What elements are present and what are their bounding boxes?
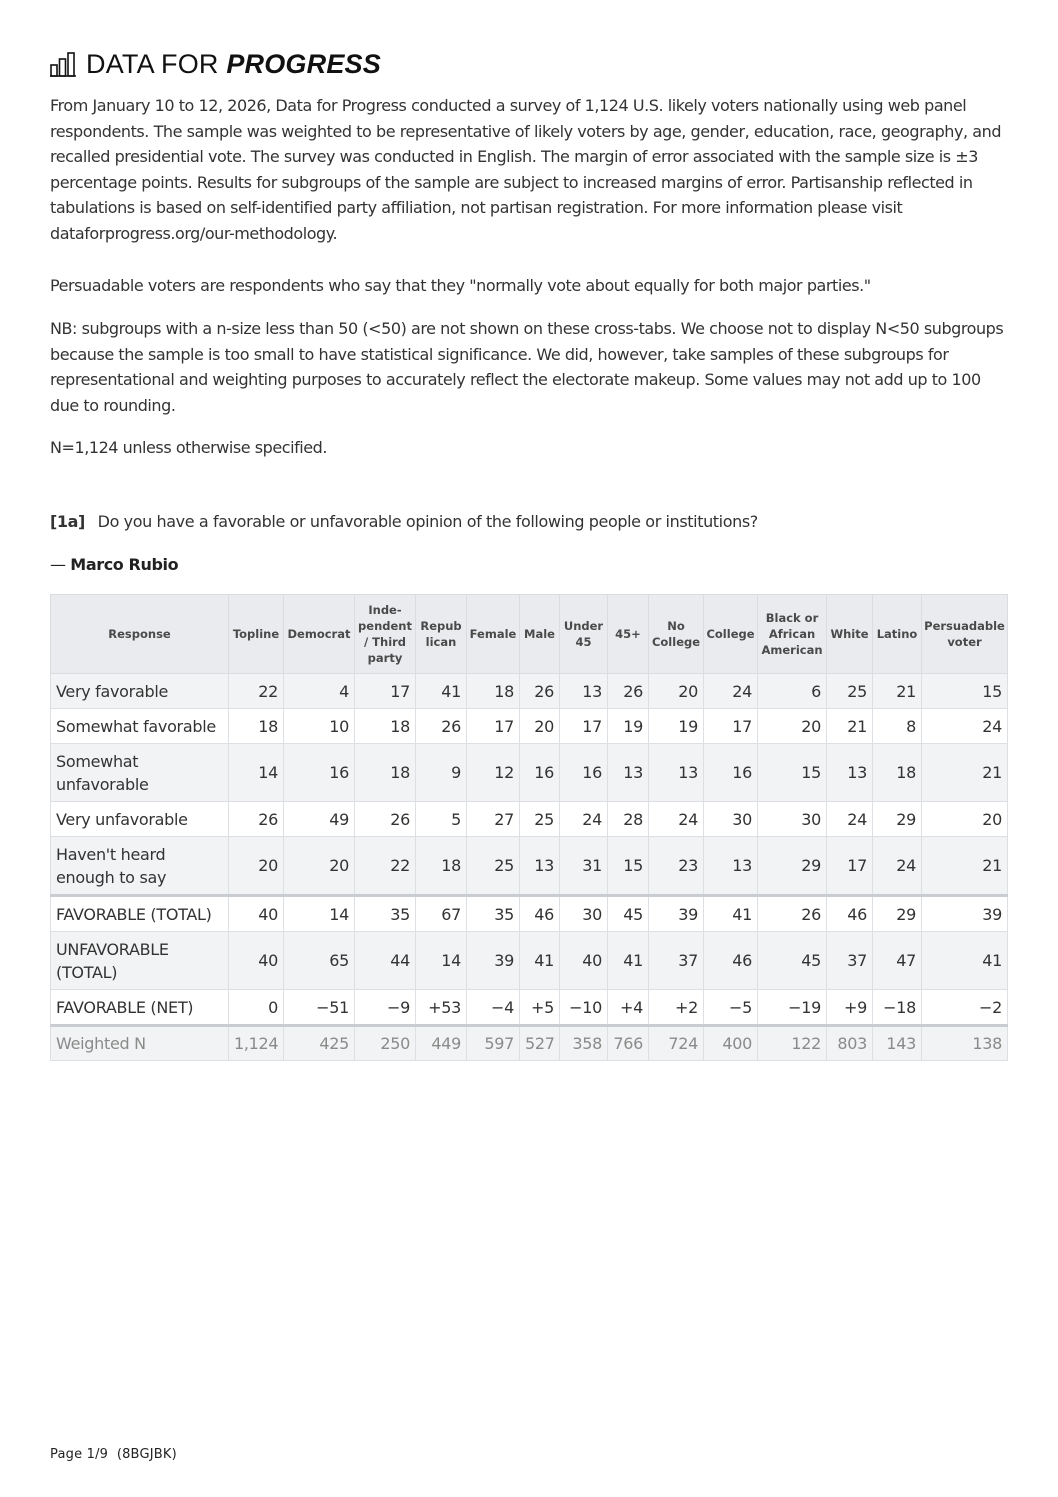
column-header: Latino xyxy=(873,595,922,674)
cell-value: 425 xyxy=(284,1026,355,1061)
cell-value: 26 xyxy=(758,896,827,932)
cell-value: +53 xyxy=(416,990,467,1026)
cell-value: 358 xyxy=(560,1026,608,1061)
cell-value: 39 xyxy=(467,932,520,990)
cell-value: 13 xyxy=(560,674,608,709)
row-label: Haven't heard enough to say xyxy=(51,837,229,896)
cell-value: 21 xyxy=(922,837,1008,896)
cell-value: 46 xyxy=(520,896,560,932)
cell-value: 6 xyxy=(758,674,827,709)
nb-note: NB: subgroups with a n-size less than 50 (<50) are not shown on these cross-tabs. We choose not to display N<50 subgroups because the sample is too small to have statistical significance. We did, however, take samples of these subgroups for representational and weighting purposes to accurately reflect the electorate makeup. Some values may not add up to 100 due to rounding. xyxy=(50,319,1004,415)
table-row xyxy=(51,709,1008,744)
cell-value: 25 xyxy=(467,837,520,896)
cell-value: 41 xyxy=(520,932,560,990)
column-header: Female xyxy=(467,595,520,674)
cell-value: 29 xyxy=(873,896,922,932)
summary-row xyxy=(51,932,1008,990)
n-note: N=1,124 unless otherwise specified. xyxy=(50,438,328,457)
cell-value: 18 xyxy=(355,709,416,744)
row-label: Very unfavorable xyxy=(51,802,229,837)
cell-value: 597 xyxy=(467,1026,520,1061)
cell-value: 13 xyxy=(704,837,758,896)
cell-value: 24 xyxy=(649,802,704,837)
row-label: FAVORABLE (NET) xyxy=(51,990,229,1026)
column-header: No College xyxy=(649,595,704,674)
column-header: 45+ xyxy=(608,595,649,674)
cell-value: 23 xyxy=(649,837,704,896)
table-header-row xyxy=(51,595,1008,674)
cell-value: 35 xyxy=(355,896,416,932)
cell-value: 17 xyxy=(560,709,608,744)
cell-value: 26 xyxy=(355,802,416,837)
cell-value: 37 xyxy=(827,932,873,990)
cell-value: 45 xyxy=(608,896,649,932)
cell-value: 18 xyxy=(873,744,922,802)
cell-value: 15 xyxy=(922,674,1008,709)
cell-value: 14 xyxy=(229,744,284,802)
page-footer xyxy=(50,1447,177,1462)
cell-value: 16 xyxy=(560,744,608,802)
cell-value: 15 xyxy=(758,744,827,802)
cell-value: 17 xyxy=(467,709,520,744)
cell-value: 122 xyxy=(758,1026,827,1061)
brand-name-bold: PROGRESS xyxy=(226,48,381,79)
cell-value: 24 xyxy=(560,802,608,837)
summary-row xyxy=(51,896,1008,932)
cell-value: 18 xyxy=(416,837,467,896)
column-header: Response xyxy=(51,595,229,674)
cell-value: 45 xyxy=(758,932,827,990)
cell-value: 20 xyxy=(284,837,355,896)
cell-value: 17 xyxy=(827,837,873,896)
brand-name-light: DATA FOR xyxy=(86,48,227,79)
cell-value: 30 xyxy=(758,802,827,837)
cell-value: 138 xyxy=(922,1026,1008,1061)
cell-value: 44 xyxy=(355,932,416,990)
cell-value: 26 xyxy=(608,674,649,709)
cell-value: 18 xyxy=(229,709,284,744)
document-code: (8BGJBK) xyxy=(116,1447,177,1462)
cell-value: 9 xyxy=(416,744,467,802)
cell-value: 19 xyxy=(608,709,649,744)
bar-chart-icon xyxy=(50,51,76,77)
cell-value: 1,124 xyxy=(229,1026,284,1061)
cell-value: 18 xyxy=(355,744,416,802)
cell-value: 24 xyxy=(827,802,873,837)
cell-value: 16 xyxy=(284,744,355,802)
cell-value: 19 xyxy=(649,709,704,744)
row-label: Very favorable xyxy=(51,674,229,709)
cell-value: 766 xyxy=(608,1026,649,1061)
table-row xyxy=(51,837,1008,896)
cell-value: −5 xyxy=(704,990,758,1026)
cell-value: 400 xyxy=(704,1026,758,1061)
cell-value: 46 xyxy=(704,932,758,990)
cell-value: 25 xyxy=(827,674,873,709)
cell-value: 12 xyxy=(467,744,520,802)
cell-value: 26 xyxy=(229,802,284,837)
weighted-n-row xyxy=(51,1026,1008,1061)
question-subject xyxy=(50,555,178,574)
cell-value: −10 xyxy=(560,990,608,1026)
cell-value: 724 xyxy=(649,1026,704,1061)
cell-value: 41 xyxy=(416,674,467,709)
cell-value: 65 xyxy=(284,932,355,990)
cell-value: 143 xyxy=(873,1026,922,1061)
brand-name xyxy=(86,49,381,80)
cell-value: −19 xyxy=(758,990,827,1026)
cell-value: 40 xyxy=(229,932,284,990)
row-label: FAVORABLE (TOTAL) xyxy=(51,896,229,932)
cell-value: 18 xyxy=(467,674,520,709)
cell-value: 24 xyxy=(873,837,922,896)
cell-value: 17 xyxy=(704,709,758,744)
table-row xyxy=(51,674,1008,709)
cell-value: 30 xyxy=(560,896,608,932)
cell-value: 22 xyxy=(229,674,284,709)
cell-value: 449 xyxy=(416,1026,467,1061)
cell-value: 20 xyxy=(229,837,284,896)
column-header: Democrat xyxy=(284,595,355,674)
cell-value: 8 xyxy=(873,709,922,744)
column-header: Male xyxy=(520,595,560,674)
question-heading xyxy=(50,512,758,531)
cell-value: 14 xyxy=(284,896,355,932)
cell-value: 24 xyxy=(704,674,758,709)
column-header: Persuadable voter xyxy=(922,595,1008,674)
cell-value: 40 xyxy=(229,896,284,932)
column-header: Under 45 xyxy=(560,595,608,674)
cell-value: +5 xyxy=(520,990,560,1026)
cell-value: −2 xyxy=(922,990,1008,1026)
cell-value: 39 xyxy=(922,896,1008,932)
cell-value: 35 xyxy=(467,896,520,932)
row-label: Weighted N xyxy=(51,1026,229,1061)
cell-value: 20 xyxy=(520,709,560,744)
row-label: Somewhat favorable xyxy=(51,709,229,744)
cell-value: 47 xyxy=(873,932,922,990)
question-text: Do you have a favorable or unfavorable opinion of the following people or institutions? xyxy=(97,512,758,531)
cell-value: 5 xyxy=(416,802,467,837)
cell-value: 41 xyxy=(704,896,758,932)
cell-value: 21 xyxy=(873,674,922,709)
row-label: Somewhat unfavorable xyxy=(51,744,229,802)
cell-value: 10 xyxy=(284,709,355,744)
subject-name: Marco Rubio xyxy=(70,555,179,574)
cell-value: 22 xyxy=(355,837,416,896)
cell-value: 27 xyxy=(467,802,520,837)
cell-value: 13 xyxy=(520,837,560,896)
cell-value: −9 xyxy=(355,990,416,1026)
cell-value: 527 xyxy=(520,1026,560,1061)
cell-value: 49 xyxy=(284,802,355,837)
cell-value: −51 xyxy=(284,990,355,1026)
question-id: [1a] xyxy=(50,512,85,531)
summary-row xyxy=(51,990,1008,1026)
cell-value: 14 xyxy=(416,932,467,990)
cell-value: 24 xyxy=(922,709,1008,744)
cell-value: 39 xyxy=(649,896,704,932)
cell-value: 41 xyxy=(922,932,1008,990)
cell-value: 25 xyxy=(520,802,560,837)
column-header: Inde-pendent / Third party xyxy=(355,595,416,674)
column-header: Topline xyxy=(229,595,284,674)
cell-value: 37 xyxy=(649,932,704,990)
cell-value: 0 xyxy=(229,990,284,1026)
column-header: Black or African American xyxy=(758,595,827,674)
column-header: Repub lican xyxy=(416,595,467,674)
cell-value: 13 xyxy=(827,744,873,802)
cell-value: 13 xyxy=(649,744,704,802)
page-number: Page 1/9 xyxy=(50,1447,109,1462)
cell-value: +2 xyxy=(649,990,704,1026)
cell-value: −4 xyxy=(467,990,520,1026)
brand-logo xyxy=(50,47,381,81)
cell-value: +4 xyxy=(608,990,649,1026)
cell-value: 250 xyxy=(355,1026,416,1061)
cell-value: 30 xyxy=(704,802,758,837)
cell-value: 67 xyxy=(416,896,467,932)
cell-value: 20 xyxy=(649,674,704,709)
cell-value: 15 xyxy=(608,837,649,896)
cell-value: 28 xyxy=(608,802,649,837)
cell-value: 26 xyxy=(416,709,467,744)
cell-value: 803 xyxy=(827,1026,873,1061)
cell-value: 20 xyxy=(922,802,1008,837)
crosstab-table xyxy=(50,594,1008,1061)
cell-value: 29 xyxy=(758,837,827,896)
persuadable-note: Persuadable voters are respondents who say that they "normally vote about equally for both major parties." xyxy=(50,276,871,295)
cell-value: 4 xyxy=(284,674,355,709)
cell-value: 20 xyxy=(758,709,827,744)
subject-dash: — xyxy=(50,555,66,574)
cell-value: −18 xyxy=(873,990,922,1026)
row-label: UNFAVORABLE (TOTAL) xyxy=(51,932,229,990)
cell-value: 16 xyxy=(704,744,758,802)
cell-value: 21 xyxy=(922,744,1008,802)
cell-value: 46 xyxy=(827,896,873,932)
table-row xyxy=(51,744,1008,802)
table-row xyxy=(51,802,1008,837)
cell-value: 40 xyxy=(560,932,608,990)
cell-value: +9 xyxy=(827,990,873,1026)
column-header: White xyxy=(827,595,873,674)
cell-value: 13 xyxy=(608,744,649,802)
column-header: College xyxy=(704,595,758,674)
cell-value: 21 xyxy=(827,709,873,744)
cell-value: 29 xyxy=(873,802,922,837)
cell-value: 31 xyxy=(560,837,608,896)
methodology-paragraph: From January 10 to 12, 2026, Data for Progress conducted a survey of 1,124 U.S. likely voters nationally using web panel respondents. The sample was weighted to be representative of likely voters by age, gender, education, race, geography, and recalled presidential vote. The survey was conducted in English. The margin of error associated with the sample size is ±3 percentage points. Results for subgroups of the sample are subject to increased margins of error. Partisanship reflected in tabulations is based on self-identified party affiliation, not partisan registration. For more information please visit dataforprogress.org/our-methodology. xyxy=(50,96,1002,243)
cell-value: 16 xyxy=(520,744,560,802)
cell-value: 17 xyxy=(355,674,416,709)
cell-value: 41 xyxy=(608,932,649,990)
cell-value: 26 xyxy=(520,674,560,709)
